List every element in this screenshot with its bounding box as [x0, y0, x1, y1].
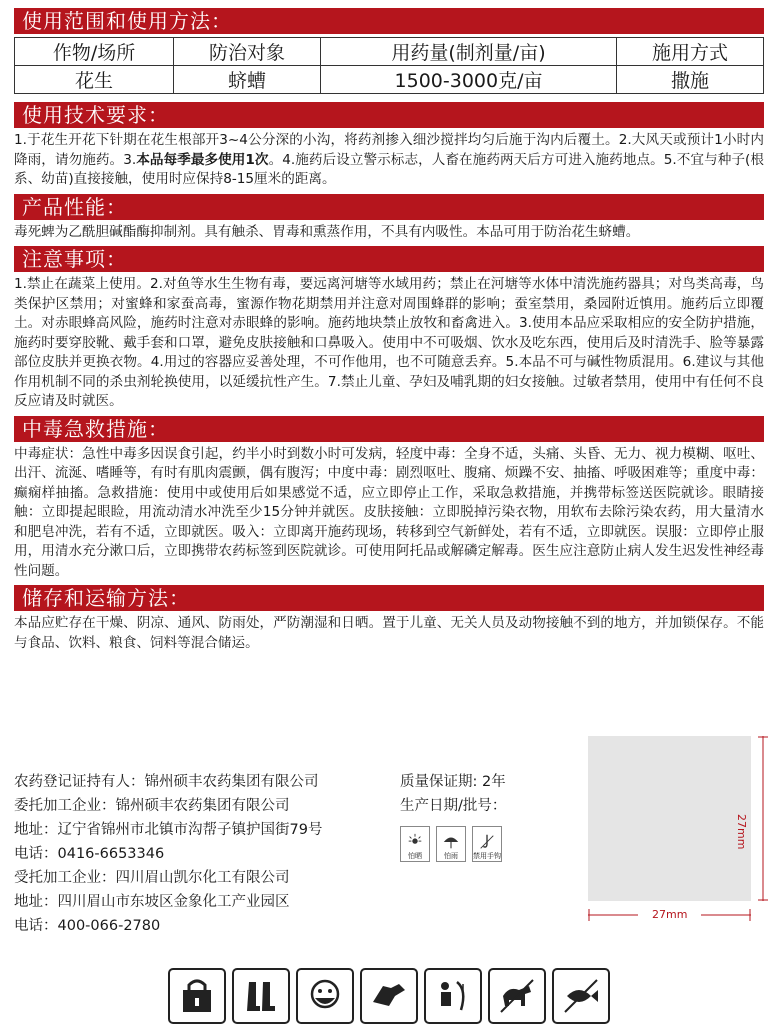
address-2: 地址：四川眉山市东坡区金象化工产业园区 [14, 894, 290, 910]
header-target: 防治对象 [174, 38, 321, 66]
cell-crop: 花生 [15, 66, 174, 94]
registrant: 农药登记证持有人：锦州硕丰农药集团有限公司 [14, 774, 319, 790]
cell-method: 撒施 [617, 66, 764, 94]
usage-heading: 使用范围和使用方法： [14, 8, 764, 34]
no-hooks-icon [472, 826, 502, 862]
keep-from-sun-icon [400, 826, 430, 862]
storage-text: 本品应贮存在干燥、阴凉、通风、防雨处，严防潮湿和日晒。置于儿童、无关人员及动物接触不到的地方，并加锁保存。不能与食品、饮料、粮食、饲料等混合储运。 [14, 615, 764, 651]
firstaid-text: 中毒症状：急性中毒多因误食引起，约半小时到数小时可发病，轻度中毒：全身不适，头痛、头昏、无力、视力模糊、呕吐、出汗、流涎、嗜睡等，有时有肌肉震颤，偶有腹泻；中度中毒：剧烈呕吐、腹痛、烦躁不安、抽搐、呼吸困难等；重度中毒：癫痫样抽搐。急救措施：使用中或使用后如果感觉不适，应立即停止工作，采取急救措施，并携带标签送医院就诊。眼睛接触：立即提起眼睑，用流动清水冲洗至少15分钟并就医。皮肤接触：立即脱掉污染衣物，用软布去除污染农药，用大量清水和肥皂冲洗，若有不适，立即就医。吸入：立即离开施药现场，转移到空气新鲜处，若有不适，立即就医。误服：立即停止服用，用清水充分漱口后，立即携带农药标签到医院就诊。可使用阿托品或解磷定解毒。医生应注意防止病人发生迟发性神经毒性问题。 [14, 445, 764, 579]
picto-label-2: 怕雨 [444, 852, 458, 860]
height-label: 27mm [735, 814, 748, 850]
storage-heading: 储存和运输方法： [14, 585, 764, 611]
firstaid-heading: 中毒急救措施： [14, 416, 764, 442]
cell-dosage: 1500-3000克/亩 [320, 66, 616, 94]
performance-text: 毒死蜱为乙酰胆碱酯酶抑制剂。具有触杀、胃毒和熏蒸作用，不具有内吸性。本品可用于防治花生蛴螬。 [14, 223, 640, 240]
picto-label-3: 禁用手钩 [473, 852, 501, 860]
tech-text-b: 。4.施药后设立警示标志，人畜在施药两天后方可进入施药地点。5.不宜与种子(根系、幼苗)直接接触，使用时应保持8-15厘米的距离。 [14, 151, 764, 187]
warranty: 质量保证期: 2年 [400, 774, 506, 790]
livestock-harmful-icon [488, 968, 546, 1024]
fish-harmful-icon [552, 968, 610, 1024]
performance-heading: 产品性能： [14, 194, 764, 220]
boots-icon [232, 968, 290, 1024]
keep-dry-icon [436, 826, 466, 862]
header-method: 施用方式 [617, 38, 764, 66]
label-main [14, 8, 764, 657]
phone-1: 电话：0416-6653346 [14, 846, 165, 862]
height-dimension [758, 736, 768, 901]
store-locked-icon [168, 968, 226, 1024]
safety-icons [168, 968, 610, 1024]
quality-info [400, 770, 506, 818]
notes-text: 1.禁止在蔬菜上使用。2.对鱼等水生生物有毒，要远离河塘等水域用药；禁止在河塘等水体中清洗施药器具；对鸟类高毒，鸟类保护区禁用；对蜜蜂和家蚕高毒，蜜源作物花期禁用并注意对周围蜂群的影响；蚕室禁用，桑园附近慎用。施药后立即覆土。对赤眼蜂高风险，施药时注意对赤眼蜂的影响。施药地块禁止放牧和畜禽进入。3.使用本品应采取相应的安全防护措施，施药时要穿胶靴、戴手套和口罩，避免皮肤接触和口鼻吸入。使用中不可吸烟、饮水及吃东西，使用后及时清洗手、脸等暴露部位皮肤并更换衣物。4.用过的容器应妥善处理，不可作他用，也不可随意丢弃。5.本品不可与碱性物质混用。6.建议与其他作用机制不同的杀虫剂轮换使用，以延缓抗性产生。7.禁止儿童、孕妇及哺乳期的妇女接触。过敏者禁用，使用中有任何不良反应请及时就医。 [14, 276, 764, 409]
contractor: 受托加工企业：四川眉山凯尔化工有限公司 [14, 870, 290, 886]
consignor: 委托加工企业：锦州硕丰农药集团有限公司 [14, 798, 290, 814]
notes-heading: 注意事项： [14, 246, 764, 272]
address-1: 地址：辽宁省锦州市北镇市沟帮子镇护国街79号 [14, 822, 323, 838]
usage-table [14, 37, 764, 94]
tech-text [14, 131, 764, 190]
phone-2: 电话：400-066-2780 [14, 918, 161, 934]
width-label: 27mm [652, 908, 688, 921]
header-crop: 作物/场所 [15, 38, 174, 66]
wash-icon [424, 968, 482, 1024]
tech-text-a: 1.于花生开花下针期在花生根部开3~4公分深的小沟，将药剂掺入细沙搅拌均匀后施于沟内后覆土。2.大风天或预计1小时内降雨，请勿施药。3. [14, 132, 764, 168]
gloves-icon [360, 968, 418, 1024]
mask-icon [296, 968, 354, 1024]
tech-heading: 使用技术要求： [14, 102, 764, 128]
cell-target: 蛴螬 [174, 66, 321, 94]
picto-label-1: 怕晒 [408, 852, 422, 860]
handling-pictograms [400, 826, 502, 862]
tech-text-bold: 本品每季最多使用1次 [136, 151, 269, 168]
batch-print-area [588, 736, 751, 901]
header-dosage: 用药量(制剂量/亩) [320, 38, 616, 66]
batch: 生产日期/批号： [400, 798, 507, 814]
